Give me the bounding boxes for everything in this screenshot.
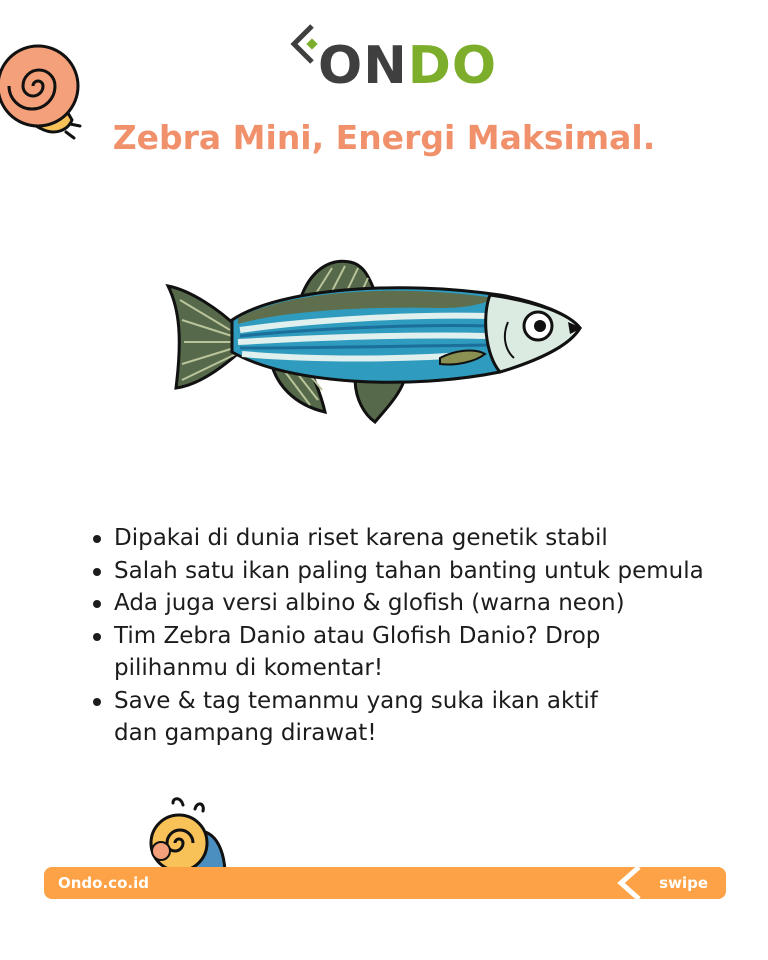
zebra-danio-fish-icon — [160, 250, 600, 440]
footer-bar — [44, 867, 726, 899]
brand-logo — [286, 20, 498, 100]
list-item: Dipakai di dunia riset karena genetik stabil — [86, 522, 736, 555]
list-item: Save & tag temanmu yang suka ikan aktif dan gampang dirawat! — [86, 685, 634, 750]
brand-name — [318, 36, 498, 96]
chevron-left-icon — [609, 863, 659, 903]
list-item: Salah satu ikan paling tahan banting untuk pemula — [86, 555, 736, 588]
list-item: Ada juga versi albino & glofish (warna neon) — [86, 587, 736, 620]
brand-name-part2: DO — [407, 36, 498, 96]
fact-list — [86, 522, 736, 750]
page-title: Zebra Mini, Energi Maksimal. — [112, 118, 656, 157]
website-link[interactable]: Ondo.co.id — [58, 874, 149, 892]
snail-small-icon — [143, 795, 229, 871]
swipe-button[interactable]: swipe — [659, 874, 708, 892]
brand-name-part1: ON — [318, 36, 408, 96]
list-item: Tim Zebra Danio atau Glofish Danio? Drop pilihanmu di komentar! — [86, 620, 614, 685]
